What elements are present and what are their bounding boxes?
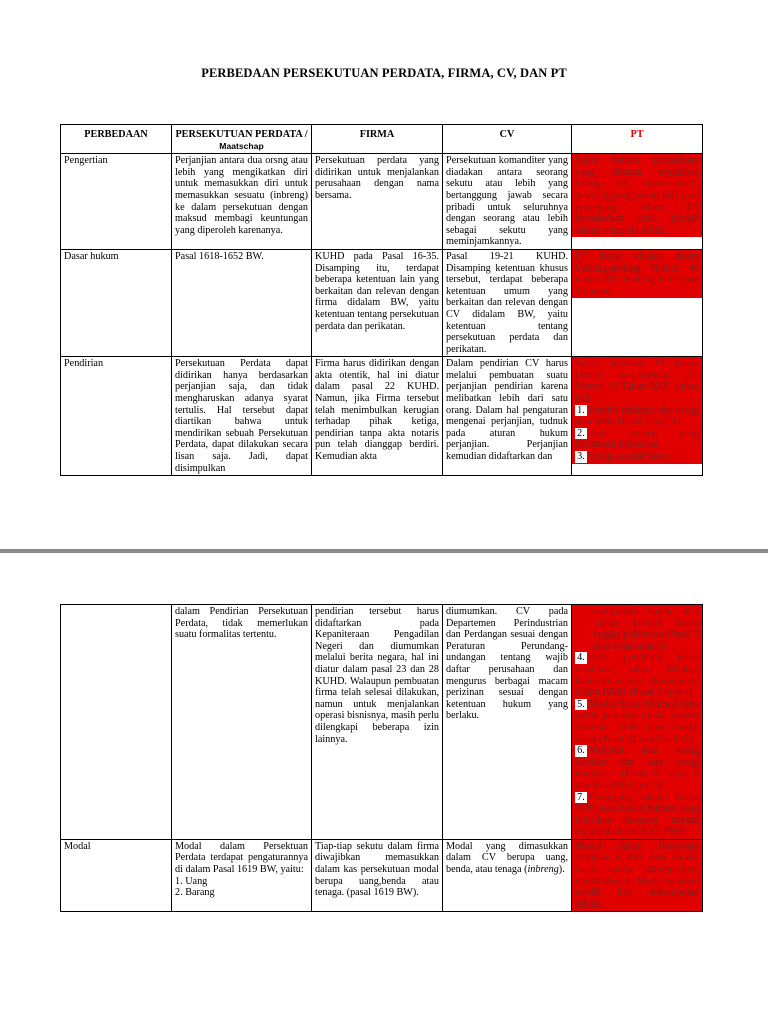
row-label-empty — [61, 605, 172, 840]
table-row-modal — [61, 839, 703, 912]
cell-firma: pendirian tersebut harus didaftarkan pada Kepaniteraan Pengadilan Negeri dan diumumkan melalui berita negara, hal ini diatur dalam pasal 23 dan 28 KUHD. Walaupun pembuatan firma telah selesai dilakukan, namun untuk menjalankan operasi bisnisnya, masih perlu dilengkapi beberapa izin lainnya. — [312, 605, 443, 840]
modal-intro: Modal dalam Persektuan Perdata terdapat pengaturannya di dalam Pasal 1619 BW, yaitu: — [175, 840, 308, 876]
list-item: 6. Minimal satu orang direktur dan satu orang komisaris (Pasal 92 ayat 3 dan Pasal 108 ayat 3) — [575, 745, 699, 791]
header-persekutuan-main: PERSEKUTUAN PERDATA / — [175, 129, 308, 140]
pt-highlight — [572, 605, 702, 839]
cell-pt — [572, 839, 703, 912]
cell-cv: Persekutuan komanditer yang diadakan antara seorang sekutu atau lebih yang bertanggung jawab secara pribadi untuk seluruhnya dengan seorang atau lebih sebagai sekutu yang meminjamkannya. — [443, 154, 572, 250]
comparison-table — [60, 124, 703, 476]
cell-firma: Tiap-tiap sekutu dalam firma diwajibkan memasukkan dalam kas persekutuan modal berupa uang,benda atau tenaga. (pasal 1619 BW). — [312, 839, 443, 912]
pt-intro: Syarat pendirian PT secara formal berdasarkan UU Nomor 40 Tahun 2007 antara lain: — [575, 358, 699, 405]
table-row-dasar-hukum — [61, 249, 703, 356]
header-cv: CV — [443, 125, 572, 154]
cell-persekutuan: Perjanjian antara dua orsng atau lebih yang mengikatkan diri untuk memasukkan diri untuk memasukkan sesuatu (inbreng) ke dalam persekutuan dengan maksud membagi keuntungan yang diperoleh karenanya. — [172, 154, 312, 250]
list-item: 4. Akta pendirian harus disahkan oleh Menteri Kehakiman dan diumumkan dalam BNRI (Pasal 7 ayat 4) — [575, 652, 699, 699]
table-header-row — [61, 125, 703, 154]
cell-persekutuan: Pasal 1618-1652 BW. — [172, 249, 312, 356]
cv-inbreng: inbreng — [527, 864, 559, 876]
list-item: 1. Uang — [175, 875, 208, 887]
list-item: 1. Pendiri minimal dua orang atau lebih (Pasal 7 ayat 1) — [575, 404, 699, 428]
header-persekutuan — [172, 125, 312, 154]
row-label: Modal — [61, 839, 172, 912]
pt-highlight: Modal dalam Perseroan Terbatas terdiri dari modal dasar, modal ditempatkan, modal disetor. Modal tersebut terdiri dari sekumpulan saham. — [572, 840, 702, 912]
row-label: Pendirian — [61, 357, 172, 476]
list-item: 2. Barang — [175, 887, 215, 899]
header-pt: PT — [572, 125, 703, 154]
cell-cv: Dalam pendirian CV harus melalui pembuatan suatu perjanjian pendirian karena melibatkan lebih dari satu orang. Dalam hal pengaturan mengenai perjanjian, tudnuk pada aturan hukum perjanjian. Perjanjian kemudian didaftarkan dan — [443, 357, 572, 476]
pt-continued-text: mengambil bagian atas saham, kecuali dalam rangka peleburan (Pasal 7 ayat 2 dan ayat 3) — [593, 606, 699, 652]
cell-pt — [572, 154, 703, 250]
list-item: 7. Pemegang saham harus WNI atau badan hukum yang didirikan menurut hukum Indonesia kecuali PT PMA — [575, 791, 699, 838]
comparison-table-continued — [60, 604, 703, 912]
cell-persekutuan: dalam Pendirian Persekutuan Perdata, tidak memerlukan suatu formalitas tertentu. — [172, 605, 312, 840]
cell-cv: diumumkan. CV pada Departemen Perindustrian dan Perdangan sesuai dengan Peraturan Perundang-undangan tentang wajib daftar perusahaan dan mengurus berbagai macam perizinan sesuai dengan ketentuan hukum yang berlaku. — [443, 605, 572, 840]
table-row-pengertian — [61, 154, 703, 250]
pt-highlight — [572, 357, 702, 463]
cell-cv: Pasal 19-21 KUHD. Disamping ketentuan khusus tersebut, terdapat beberapa ketentuan umum yang berkaitan dan relevan dengan CV didalam BW, yaitu ketentuan tentang persekutuan perdata dan perikatan. — [443, 249, 572, 356]
cell-persekutuan — [172, 839, 312, 912]
header-persekutuan-sub: Maatschap — [219, 140, 264, 151]
pt-highlight: PT diatur khusus dalam Undang-undang Nomor 40 tahun 2007 tentang Perseroan Terbatas. — [572, 250, 702, 298]
list-item: 2. Akta notaris yang berbahasa Indonesia — [575, 427, 699, 451]
cell-persekutuan: Persekutuan Perdata dapat didirikan hanya berdasarkan perjanjian saja, dan tidak mengharuskan adanya syarat tertulis. Hal tersebut dapat diartikan bahwa untuk mendirikan sebuah Persekutuan Perdata, dapat dilakukan secara lisan saja. Jadi, dapat disimpulkan — [172, 357, 312, 476]
cell-cv: Modal yang dimasukkan dalam CV berupa uang, benda, atau tenaga (inbreng). — [443, 839, 572, 912]
table-row-pendirian — [61, 357, 703, 476]
cell-firma: KUHD pada Pasal 16-35. Disamping itu, terdapat beberapa ketentuan lain yang berkaitan dan relevan dengan firma didalam BW, yaitu ketentuan tentang persekutuan perdata dan perikatan. — [312, 249, 443, 356]
list-item: 5. Modal dasar minimal lima puluh juta dan modal disetor minimal 25% dari modal dasar (Pasal 32 dan Pasal 33) — [575, 698, 699, 745]
header-perbedaan: PERBEDAAN — [61, 125, 172, 154]
table-row-pendirian-continued — [61, 605, 703, 840]
row-label: Pengertian — [61, 154, 172, 250]
cell-firma: Firma harus didirikan dengan akta otentik, hal ini diatur dalam pasal 22 KUHD. Namun, jika Firma tersebut telah menimbulkan kerugian terhadap pihak ketiga, pendirian tanpa akta notaris pun telah dianggap berdiri. Kemudian akta — [312, 357, 443, 476]
cell-pt — [572, 605, 703, 840]
list-item: 3. Setiap pendiri harus — [575, 451, 699, 463]
pt-highlight: Suatu bentuk perusahaan yang dimana modalnya terbagi atas saham-saham, dan tanggung jawab dari para pemegang saham PT berdasarkan pada jumlah saham yang dia miliki. — [572, 154, 702, 237]
row-label: Dasar hukum — [61, 249, 172, 356]
cell-pt — [572, 357, 703, 476]
cell-firma: Persekutuan perdata yang didirikan untuk menjalankan perusahaan dengan nama bersama. — [312, 154, 443, 250]
cell-pt — [572, 249, 703, 356]
document-title: PERBEDAAN PERSEKUTUAN PERDATA, FIRMA, CV, DAN PT — [201, 66, 567, 80]
header-firma: FIRMA — [312, 125, 443, 154]
